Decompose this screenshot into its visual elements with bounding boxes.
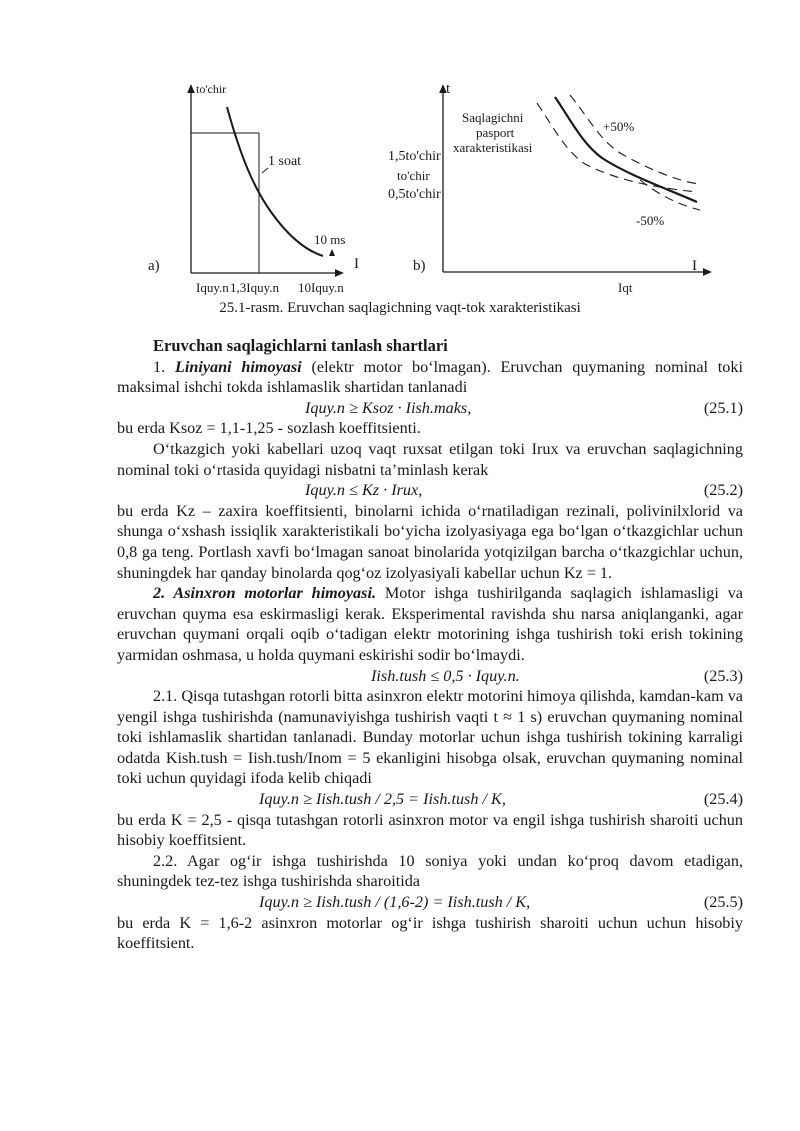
eq1-number: (25.1) xyxy=(703,398,743,417)
plot-b-curve-upper xyxy=(537,103,697,192)
plot-b-legend-1: Saqlagichni xyxy=(462,110,524,125)
paragraph-ksoz: bu erda Ksoz = 1,1-1,25 - sozlash koeffitsienti. xyxy=(117,419,421,438)
paragraph-kz: bu erda Kz – zaxira koeffitsienti, binolarni ichida o‘rnatiladigan rezinali, polivinilxlorid va shunga o‘xshash issiqlik xarakteristikali bo‘yicha izolyasiyaga ega bo‘lgan o‘tkazgichlar uchun 0,8 ga teng. Portlash xavfi bo‘lmagan sanoat binolarida yotqizilgan barcha o‘tkazgichlar uchun, shuningdek har qanday binolarda qog‘oz izolyasiyali kabellar uchun Kz = 1. xyxy=(117,501,743,582)
eq4-expr: Iquy.n ≥ Iish.tush / 2,5 = Iish.tush / K, xyxy=(259,790,506,809)
section-heading: Eruvchan saqlagichlarni tanlash shartlari xyxy=(153,336,448,355)
s1-number: 1. xyxy=(153,357,175,376)
plot-b-x-label: I xyxy=(692,258,697,274)
eq3-expr: Iish.tush ≤ 0,5 · Iquy.n. xyxy=(371,666,520,685)
figure-25-1 xyxy=(0,0,800,330)
figure-caption: 25.1-rasm. Eruvchan saqlagichning vaqt-tok xarakteristikasi xyxy=(219,300,581,316)
eq4-number: (25.4) xyxy=(703,790,743,809)
plot-b-plus: +50% xyxy=(603,119,635,134)
plot-b-ytick-3: 0,5to'chir xyxy=(388,187,441,202)
paragraph-s2 xyxy=(117,583,743,665)
s1-body: (elektr motor bo‘lmagan). Eruvchan quymaning nominal toki maksimal ishchi tokda ishlamaslik shartidan tanlanadi xyxy=(117,357,743,397)
equation-25-2 xyxy=(117,480,743,501)
equation-25-4 xyxy=(117,789,743,810)
equation-25-3 xyxy=(117,666,743,687)
page-content xyxy=(117,336,743,954)
eq3-number: (25.3) xyxy=(703,666,743,685)
equation-25-1 xyxy=(117,398,743,419)
plot-a-curve xyxy=(227,107,323,256)
eq5-number: (25.5) xyxy=(703,893,743,912)
s2-body: Motor ishga tushirilganda saqlagich ishlamasligi va eruvchan quyma esa eskirmasligi kerak. Eksperimental ravishda shu narsa aniqlanganki, agar eruvchan quymani orqali oqib o‘tadigan elektr motorining ishga tushirish toki erish tokining yarmidan oshmasa, u holda quymani eskirishi sodir bo‘lmaydi. xyxy=(117,584,743,664)
plot-a-x-label: I xyxy=(354,256,359,272)
plot-b-curve-lower2 xyxy=(640,180,700,210)
plot-a-1soat: 1 soat xyxy=(268,154,302,169)
plot-b-panel-label: b) xyxy=(413,258,426,274)
s1-title: Liniyani himoyasi xyxy=(174,357,302,376)
plot-a-y-label: to'chir xyxy=(196,82,227,96)
plot-b-legend-2: pasport xyxy=(476,125,515,140)
plot-b-legend-3: xarakteristikasi xyxy=(453,140,533,155)
s2-title: 2. Asinxron motorlar himoyasi. xyxy=(153,584,376,603)
plot-b-ytick-2: to'chir xyxy=(397,168,430,183)
eq2-number: (25.2) xyxy=(703,481,743,500)
plot-a-panel-label: a) xyxy=(148,258,160,274)
plot-b-curve-nominal xyxy=(555,97,697,202)
plot-b-curve-lower xyxy=(570,95,700,184)
paragraph-s1 xyxy=(117,357,743,398)
plot-b-xtick: Iqt xyxy=(618,280,633,295)
plot-a xyxy=(148,82,359,295)
paragraph-otkazgich: O‘tkazgich yoki kabellari uzoq vaqt ruxsat etilgan toki Irux va eruvchan saqlagichning nominal toki o‘rtasida quyidagi nisbatni ta’minlash kerak xyxy=(117,439,743,479)
paragraph-2-1: 2.1. Qisqa tutashgan rotorli bitta asinxron elektr motorini himoya qilishda, kamdan-kam va yengil ishga tushirishda (namunaviyishga tushirish vaqti t ≈ 1 s) eruvchan quymaning nominal toki ishlamaslik shartidan tanlanadi. Bunday motorlar uchun ishga tushirish tokining karraligi odatda Kish.tush = Iish.tush/Inom = 5 ekanligini hisobga olsak, eruvchan quymaning nominal toki uchun quyidagi ifoda kelib chiqadi xyxy=(117,687,743,788)
eq1-expr: Iquy.n ≥ Ksoz · Iish.maks, xyxy=(305,398,472,417)
plot-b xyxy=(388,81,708,295)
paragraph-k16: bu erda K = 1,6-2 asinxron motorlar og‘ir ishga tushirish sharoiti uchun uchun hisobiy koeffitsient. xyxy=(117,913,743,953)
equation-25-5 xyxy=(117,892,743,913)
eq5-expr: Iquy.n ≥ Iish.tush / (1,6-2) = Iish.tush / K, xyxy=(259,893,531,912)
plot-b-ytick-1: 1,5to'chir xyxy=(388,149,441,164)
paragraph-2-2: 2.2. Agar og‘ir ishga tushirishda 10 soniya yoki undan ko‘proq davom etadigan, shuningdek tez-tez ishga tushirishda sharoitida xyxy=(117,851,743,891)
paragraph-k25: bu erda K = 2,5 - qisqa tutashgan rotorli asinxron motor va engil ishga tushirish sharoiti uchun hisobiy koeffitsient. xyxy=(117,810,743,850)
plot-a-10ms: 10 ms xyxy=(314,232,346,247)
plot-a-xtick-3: 10Iquy.n xyxy=(298,280,344,295)
eq2-expr: Iquy.n ≤ Kz · Irux, xyxy=(305,481,423,500)
plot-b-y-label: t xyxy=(446,81,451,97)
plot-a-10ms-arrow xyxy=(329,249,335,256)
plot-a-xtick-1: Iquy.n xyxy=(196,280,229,295)
plot-a-xtick-2: 1,3Iquy.n xyxy=(230,280,279,295)
plot-b-minus: -50% xyxy=(636,213,665,228)
